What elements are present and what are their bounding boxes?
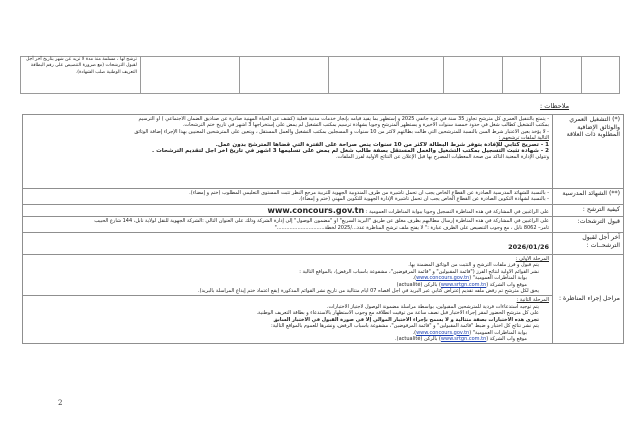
text-line: التالية لملفات ترشحهم : — [498, 135, 549, 142]
list-item: - يحق لكل مترشح تم رفض ملفه تقديم إعتراض كتابي عبر البريد في أجل أقصاه 07 أيام متتالية من تاريخ نشر القوائم المذكورة (يقع اعتماد ختم إيداع المراسلة بالبريد). — [26, 288, 539, 294]
concours-link[interactable]: www.concours.gov.tn — [416, 275, 470, 282]
phase1-title: المرحلة الأولى : — [515, 256, 549, 263]
page-number: 2 — [58, 399, 63, 407]
phase2-sites — [26, 330, 549, 343]
concours-link[interactable]: www.concours.gov.tn — [416, 329, 470, 336]
content-phase1 — [23, 255, 553, 296]
text-line: على الراغبين في المشاركة في هذه المناظرة إرسال مطالبهم بظرف مغلق عن طريق "البريد السريع" أو "مضمون الوصول" إلى إدارة الشركة وذلك على العنوان التالي :الشركة الجهوية للنقل لولاية نابل، 144 شارع الحبيب — [94, 218, 549, 225]
concours-url[interactable]: www.concours.gov.tn — [267, 205, 365, 215]
label-stages: مراحل إجراء المناظرة : — [553, 255, 624, 344]
top-table-cell-certificate: ترشح لها ، مسلمة منذ مدة لا تزيد عن شهر بتاريخ آخر أجل لقبول الترشحات (مع ضرورة التنصيص على رقم البطاقة التعريف الوطنية صلب الشهادة). — [21, 57, 141, 94]
site-item: ▪ موقع واب الشركة (www.srtgn.com.tn) بالركن (actualité) — [26, 282, 527, 288]
top-table-cell — [582, 57, 620, 94]
list-item: - على كل مترشح الحضور لمقر إجراء الاختبار قبل نصف ساعة من توقيت انطلاقه مع وجوب الاستظهار بالاستدعاء و بطاقة التعريف الوطنية. — [26, 310, 539, 316]
text-line: - لا يؤخذ بعين الاعتبار شرط السن بالنسبة للمترشحين التي طالت بطالتهم لأكثر من 10 سنوات و المسجلين بمكتب التشغيل والعمل المستقل ، ويتعين على المترشحين المعنيين بهذا الإجراء إضافة الوثائق — [134, 128, 549, 135]
phase1-objection — [26, 288, 549, 294]
list-item: - نشر القوائم الأولية لنتائج الفرز ("قائمة المقبولين" و "قائمة المرفوضين"، مشفوعة بأسباب الرفض)، بالمواقع التالية : — [26, 269, 539, 275]
site-item: ▪ بوابة المناظرات العمومية" (www.concours.gov.tn). — [26, 330, 527, 336]
phase2-list — [26, 304, 549, 330]
deadline-date: 2026/01/26 — [508, 243, 549, 252]
how-to-apply-text: على الراغبين في المشاركة في هذه المناظرة التسجيل وجوبا ببوابة المناظرات العمومية : — [365, 208, 549, 215]
text-line: - يتمتع بالتنفيل العمري كل مترشح تجاوز 35 سنة في غرة جانفي 2025 و إستظهر بما يفيد قيامه بإنجاز خدمات مدنية فعلية (كشف عن الحياة المهنية صادرة عن صناديق الضمان الاجتماعي ) أو الترسيم — [138, 116, 549, 122]
phase1-list — [26, 262, 549, 275]
text-line: - بالنسبة للشهائد المدرسية الصادرة عن القطاع الخاص يجب أن تحمل تأشيرة من طرف المندوبية الجهوية للتربية مرجع النظر تثبت المستوى التعليمي المطلوب (ختم و إمضاء). — [189, 190, 549, 196]
list-item: - تجرى هذه الاختبارات بصفة متتالية و لا يسمح بإجراء الاختبار الموالي إلا في صورة القبول في الاختبار السابق — [26, 317, 539, 323]
site-item: ▪ موقع واب الشركة (www.srtgn.com.tn) بالركن (actualité). — [26, 336, 527, 342]
label-how-to-apply: كيفية الترشح : — [553, 204, 624, 216]
row-how-to-apply — [23, 204, 624, 216]
label-acceptance: قبول الترشحات: — [553, 217, 624, 233]
list-item: - يتم توجيه استدعاءات فردية للمترشحين المقبولين، بواسطة مراسلة مضمونة الوصول لاجتياز الاختبارات. — [26, 304, 539, 310]
top-table-cell — [540, 57, 582, 94]
top-table-cell — [328, 57, 443, 94]
text-line: - بالنسبة لشهادة التكوين الصادرة عن القطاع الخاص يجب أن تحمل تأشيرة الإدارة الجهوية للتكوين المهني (ختم و إمضاء). — [298, 196, 549, 203]
list-item: 1 - تصريح كتابي للإفادة بتوفر شرط البطالة لأكثر من 10 سنوات ينص صراحة على الفترة التي قضاها المترشح بدون عمل. — [215, 141, 549, 148]
top-table-cell — [140, 57, 239, 94]
site-item: ▪ بوابة المناظرات العمومية" (www.concours.gov.tn). — [26, 275, 527, 281]
content-phase2 — [23, 296, 553, 344]
srtgn-link[interactable]: www.srtgn.com.tn — [440, 281, 487, 288]
content-deadline — [23, 233, 553, 255]
row-acceptance — [23, 217, 624, 233]
srtgn-link[interactable]: www.srtgn.com.tn — [440, 335, 487, 342]
list-item: 2 - شهادة تثبت التسجيل بمكتب التشغيل والعمل المستقل بصفة طالب شغل لم يمض على تسليمها 3 أشهر في تاريخ آخر أجل لتقديم الترشحات . — [152, 148, 549, 155]
top-table-cell — [239, 57, 328, 94]
row-deadline — [23, 233, 624, 255]
label-deadline: آخر أجل لقبول الترشحــات : — [553, 233, 624, 255]
top-table-cell — [503, 57, 541, 94]
notes-heading: ملاحظات : — [540, 102, 570, 110]
text-line: وتتولى الإدارة المعنية التأكد من صحة المعطيات المصرح بها قبل الإعلان عن النتائج الأولية لفرز الملفات. — [335, 154, 549, 161]
text-line: بمكتب التشغيل كطالب شغل في حدود خمسة سنوات الأخيرة و يستظهر المترشح وجوبا بشهادة ترسيم بمكتب التشغيل لم يمض على إستخراجها 3 أشهر في تاريخ ختم الترشحات. — [182, 122, 549, 129]
list-item: - يتم قبول و فرز ملفات الترشح و التثبت من الوثائق المضمنة بها. — [26, 262, 539, 268]
content-acceptance — [23, 217, 553, 233]
phase2-title: المرحلة الثانية : — [516, 297, 549, 304]
label-diplomas: (**) الشهائد المدرسية — [553, 189, 624, 205]
phase1-sites — [26, 275, 549, 288]
content-age — [23, 115, 553, 189]
row-stages-phase1 — [23, 255, 624, 296]
text-line: ثامر– 8062 نابل ، مع وجوب التنصيص على الظرف عبارة :" لا يفتح ملف ترشح المناظرة عدد.../2025 لخطة.............................." — [274, 224, 549, 231]
top-table — [20, 56, 620, 94]
row-stages-phase2 — [23, 296, 624, 344]
content-how-to-apply — [23, 204, 553, 216]
row-age — [23, 115, 624, 189]
row-diplomas — [23, 189, 624, 205]
label-age: (*) التشغيل العمري والوثائق الإضافية المطلوبة ذات العلاقة — [553, 115, 624, 189]
top-table-cell — [443, 57, 502, 94]
notes-table — [22, 114, 624, 344]
content-diplomas — [23, 189, 553, 205]
list-item: - يتم نشر نتائج كل اختبار و ضبط "قائمة المقبولين" و "قائمة المرفوضين"، مشفوعة بأسباب الرفض، ونشرها للعموم بالمواقع التالية: — [26, 323, 539, 329]
